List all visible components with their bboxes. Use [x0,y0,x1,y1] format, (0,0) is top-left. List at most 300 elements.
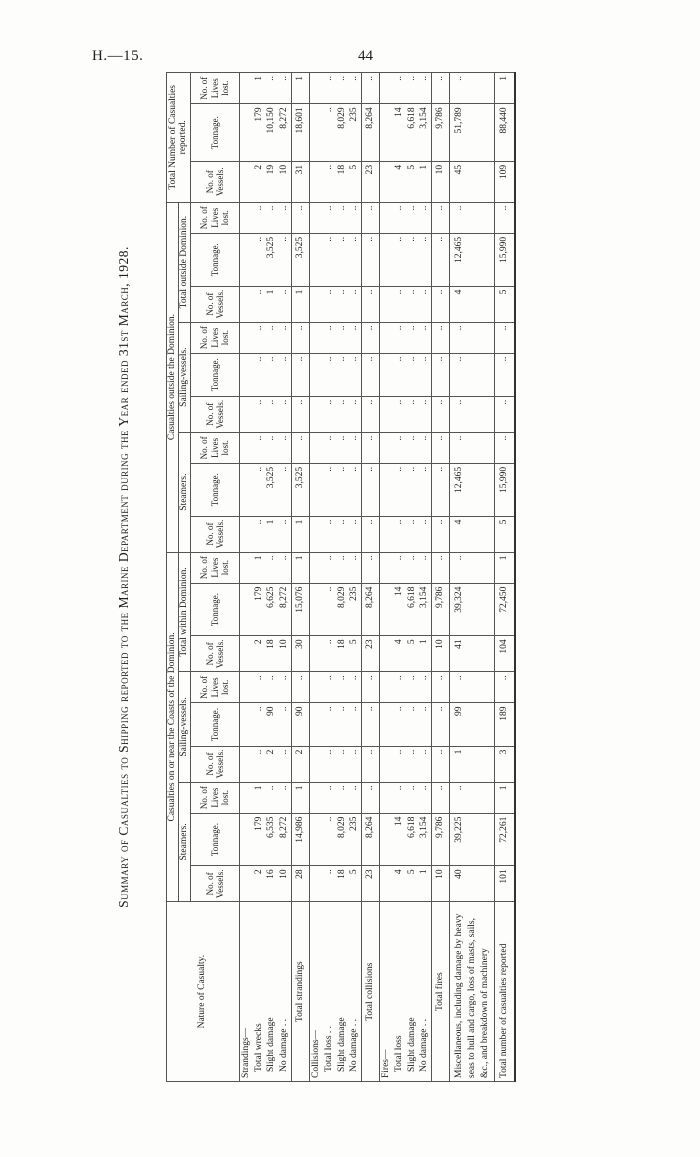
table-cell: 90 [292,703,310,746]
row-label-text: No damage . . [279,1018,290,1072]
table-cell: 1 [495,73,515,104]
col-header-lives: No. of Lives lost. [190,782,239,813]
table-row [362,73,380,1082]
table-cell: .. [278,286,291,322]
table-cell: 10,150 [265,104,278,162]
table-cell: 15,076 [292,583,310,636]
row-label [393,902,406,1082]
table-cell: .. [348,286,361,322]
table-cell: .. [432,746,450,782]
table-cell [239,104,252,162]
table-cell: 19 [265,161,278,202]
table-cell: 2 [253,636,266,672]
table-cell: 14,986 [292,813,310,866]
table-cell [309,432,322,463]
table-cell: 39,324 [450,583,495,636]
table-cell: .. [292,432,310,463]
table-cell: .. [253,202,266,233]
table-cell: .. [323,782,336,813]
col-header-tonnage: Tonnage. [190,233,239,286]
table-cell: 109 [495,161,515,202]
row-label-text: Total number of casualties reported [499,943,510,1078]
table-cell: .. [336,432,349,463]
table-cell: .. [362,286,380,322]
page-number: 44 [358,48,373,64]
table-cell: .. [450,202,495,233]
table-cell: .. [323,161,336,202]
total-outside-header: Total outside Dominion. [178,202,190,322]
table-cell: .. [393,322,406,353]
table-cell [309,396,322,432]
table-cell: .. [362,233,380,286]
table-cell [239,636,252,672]
table-cell: 2 [253,866,266,902]
table-cell: 235 [348,104,361,162]
col-header-tonnage: Tonnage. [190,703,239,746]
table-cell: 3,154 [418,104,431,162]
table-cell: .. [336,782,349,813]
table-cell: .. [418,516,431,552]
table-cell: .. [393,286,406,322]
table-cell: .. [278,202,291,233]
table-cell [239,161,252,202]
table-cell: .. [393,396,406,432]
row-label [278,902,291,1082]
table-cell: .. [336,202,349,233]
table-cell: .. [323,73,336,104]
col-header-vessels: No. of Vessels. [190,396,239,432]
table-cell [239,746,252,782]
table-cell: .. [278,353,291,396]
table-cell: .. [393,672,406,703]
table-cell: .. [406,782,419,813]
table-cell: .. [418,286,431,322]
table-cell: 14 [393,813,406,866]
table-cell: .. [432,703,450,746]
table-cell: 99 [450,703,495,746]
table-cell: .. [362,396,380,432]
table-cell: .. [432,286,450,322]
row-label-text: Strandings— [240,1027,251,1078]
table-cell: .. [362,202,380,233]
table-cell: .. [406,202,419,233]
table-cell: .. [265,322,278,353]
table-cell [379,583,392,636]
table-cell: .. [393,233,406,286]
table-cell [309,233,322,286]
row-label [239,902,252,1082]
table-cell: .. [406,552,419,583]
table-cell: .. [348,353,361,396]
table-cell: .. [265,782,278,813]
table-cell: .. [450,396,495,432]
table-cell: .. [323,202,336,233]
table-cell: 4 [393,866,406,902]
table-cell: .. [348,202,361,233]
table-cell: .. [348,703,361,746]
table-cell: .. [348,672,361,703]
table-cell: .. [278,322,291,353]
table-cell: 5 [406,161,419,202]
table-cell: .. [323,583,336,636]
table-cell: .. [393,782,406,813]
table-row [432,73,450,1082]
table-cell [239,583,252,636]
table-cell: .. [362,552,380,583]
table-cell: .. [265,552,278,583]
table-cell: 235 [348,813,361,866]
table-cell: 2 [265,746,278,782]
table-cell: .. [406,286,419,322]
table-cell: 3,525 [292,463,310,516]
table-cell [379,73,392,104]
row-label-text: Total strandings [295,961,306,1023]
table-cell: .. [362,463,380,516]
table-cell: 4 [393,636,406,672]
table-cell: .. [323,552,336,583]
table-cell: 8,029 [336,104,349,162]
table-cell: .. [393,463,406,516]
table-cell: .. [265,432,278,463]
col-header-lives: No. of Lives lost. [190,432,239,463]
row-label [495,902,515,1082]
table-cell: .. [450,552,495,583]
table-cell: .. [278,703,291,746]
coasts-sailing-header: Sailing-vessels. [178,672,190,782]
table-cell: .. [278,552,291,583]
table-cell: 5 [406,866,419,902]
table-cell: 10 [432,161,450,202]
table-cell: 1 [292,516,310,552]
table-cell: 16 [265,866,278,902]
table-cell: 28 [292,866,310,902]
table-cell: .. [265,202,278,233]
table-cell [239,286,252,322]
table-row [450,73,495,1082]
col-header-vessels: No. of Vessels. [190,866,239,902]
table-cell: .. [348,396,361,432]
table-cell: 10 [278,161,291,202]
table-cell: 1 [450,746,495,782]
table-cell: .. [406,73,419,104]
table-cell: .. [253,463,266,516]
table-cell: .. [432,782,450,813]
table-cell [379,866,392,902]
table-cell: .. [323,286,336,322]
table-cell: .. [418,552,431,583]
table-cell: .. [336,672,349,703]
table-cell: .. [362,516,380,552]
col-header-tonnage: Tonnage. [190,463,239,516]
table-cell: 9,786 [432,583,450,636]
table-cell [239,432,252,463]
table-cell [309,353,322,396]
table-cell [379,746,392,782]
table-cell: .. [336,353,349,396]
table-cell: .. [362,746,380,782]
table-cell: .. [336,322,349,353]
table-cell: 3,154 [418,813,431,866]
table-cell: 3,525 [265,463,278,516]
table-cell: .. [278,746,291,782]
table-cell [379,782,392,813]
table-cell: .. [495,322,515,353]
table-cell: .. [348,73,361,104]
table-cell: 1 [418,636,431,672]
table-cell: .. [495,432,515,463]
table-cell: 1 [253,73,266,104]
row-label [323,902,336,1082]
table-cell: .. [393,703,406,746]
table-cell: 1 [292,552,310,583]
col-header-tonnage: Tonnage. [190,813,239,866]
table-cell: 41 [450,636,495,672]
table-cell: .. [393,552,406,583]
table-cell: .. [278,672,291,703]
table-cell: .. [323,233,336,286]
table-cell: .. [292,396,310,432]
table-cell: 39,225 [450,813,495,866]
table-cell: 4 [450,516,495,552]
table-cell: .. [253,322,266,353]
row-label [292,902,310,1082]
row-label-text: Slight damage [266,1017,277,1072]
table-cell: .. [253,396,266,432]
table-row [336,73,349,1082]
table-cell: 12,465 [450,233,495,286]
table-cell [309,73,322,104]
table-cell: 6,535 [265,813,278,866]
table-cell: .. [406,233,419,286]
table-cell: .. [348,552,361,583]
table-cell: .. [323,516,336,552]
table-cell: .. [336,703,349,746]
table-cell: 1 [418,866,431,902]
table-cell: 5 [406,636,419,672]
row-label-text: Total collisions [365,962,376,1021]
table-row [348,73,361,1082]
table-cell: .. [495,396,515,432]
table-cell: .. [336,233,349,286]
table-cell: 1 [292,286,310,322]
table-cell: .. [278,396,291,432]
table-cell: 18 [336,161,349,202]
table-cell: .. [253,703,266,746]
col-header-vessels: No. of Vessels. [190,286,239,322]
table-cell: .. [393,202,406,233]
row-label [336,902,349,1082]
table-cell [309,672,322,703]
outside-steamers-header: Steamers. [178,432,190,552]
table-cell: 8,272 [278,583,291,636]
row-label [362,902,380,1082]
table-cell: .. [292,322,310,353]
table-cell: .. [265,396,278,432]
table-cell: .. [362,703,380,746]
table-cell: 23 [362,866,380,902]
table-cell: 10 [278,866,291,902]
table-cell: .. [323,396,336,432]
table-cell [239,813,252,866]
table-cell: .. [418,746,431,782]
table-cell: 2 [292,746,310,782]
table-cell: .. [432,516,450,552]
table-cell: 1 [418,161,431,202]
table-cell: .. [278,233,291,286]
table-cell: .. [348,233,361,286]
table-cell: .. [336,463,349,516]
table-cell: .. [432,73,450,104]
row-label [309,902,322,1082]
table-cell: 4 [393,161,406,202]
table-cell: .. [278,432,291,463]
table-row [292,73,310,1082]
table-cell: 31 [292,161,310,202]
table-cell: .. [336,73,349,104]
table-cell: .. [432,353,450,396]
table-cell: .. [278,782,291,813]
table-cell [379,813,392,866]
table-cell: .. [406,396,419,432]
table-cell: 15,990 [495,233,515,286]
table-cell: 3 [495,746,515,782]
table-cell: .. [418,463,431,516]
table-cell [379,516,392,552]
table-cell: .. [432,396,450,432]
col-header-lives: No. of Lives lost. [190,672,239,703]
table-cell: 235 [348,583,361,636]
table-cell: .. [450,672,495,703]
col-header-vessels: No. of Vessels. [190,161,239,202]
col-header-tonnage: Tonnage. [190,104,239,162]
table-row [379,73,392,1082]
table-row [278,73,291,1082]
table-cell: .. [432,432,450,463]
table-cell: .. [253,233,266,286]
table-cell [379,322,392,353]
table-cell: 10 [432,636,450,672]
col-header-tonnage: Tonnage. [190,353,239,396]
table-cell [379,432,392,463]
table-cell: .. [432,463,450,516]
table-cell: .. [348,322,361,353]
row-label-text: Slight damage [336,1017,347,1072]
table-cell: .. [323,353,336,396]
table-cell: .. [323,322,336,353]
table-cell: 1 [265,516,278,552]
table-cell: 5 [348,866,361,902]
table-cell: .. [323,813,336,866]
table-cell: 90 [265,703,278,746]
col-header-tonnage: Tonnage. [190,583,239,636]
table-cell: .. [323,866,336,902]
table-cell: .. [393,516,406,552]
col-header-lives: No. of Lives lost. [190,552,239,583]
table-cell: .. [323,432,336,463]
table-cell: 14 [393,104,406,162]
table-row [309,73,322,1082]
table-cell: .. [495,202,515,233]
table-cell: 8,264 [362,813,380,866]
table-cell: 10 [278,636,291,672]
table-cell: 8,264 [362,104,380,162]
table-cell: 5 [348,636,361,672]
table-cell: 5 [495,286,515,322]
row-label-text: Slight damage [406,1017,417,1072]
table-row [265,73,278,1082]
table-cell: .. [450,782,495,813]
row-label [379,902,392,1082]
table-cell [309,552,322,583]
table-cell [309,782,322,813]
table-cell: .. [418,396,431,432]
table-cell: .. [432,672,450,703]
table-cell: 23 [362,636,380,672]
table-cell: 18 [336,636,349,672]
page-header-reference: H.—15. [92,48,144,64]
col-header-lives: No. of Lives lost. [190,73,239,104]
table-cell: 72,261 [495,813,515,866]
table-cell [239,866,252,902]
table-cell: 1 [265,286,278,322]
table-cell: 8,029 [336,813,349,866]
table-cell: 15,990 [495,463,515,516]
table-cell: 72,450 [495,583,515,636]
table-cell: .. [292,202,310,233]
table-cell [309,161,322,202]
table-cell [379,396,392,432]
table-cell: .. [336,516,349,552]
row-label [253,902,266,1082]
table-cell: 51,789 [450,104,495,162]
table-cell: .. [418,202,431,233]
table-cell: .. [418,703,431,746]
table-cell: 104 [495,636,515,672]
table-cell: .. [418,432,431,463]
row-label-text: No damage . . [419,1018,430,1072]
table-cell: .. [323,104,336,162]
table-row [323,73,336,1082]
table-cell: .. [253,672,266,703]
table-cell: 88,440 [495,104,515,162]
table-cell [309,813,322,866]
table-cell: .. [265,353,278,396]
table-cell [379,552,392,583]
table-cell [379,202,392,233]
table-cell: 189 [495,703,515,746]
row-label-text: Total wrecks [253,1023,264,1072]
table-title-text: Summary of Casualties to Shipping reported to the Marine Department during the Year ended 31st March, 1928. [116,246,131,908]
table-cell: .. [406,672,419,703]
col-header-lives: No. of Lives lost. [190,322,239,353]
row-label [418,902,431,1082]
row-label [432,902,450,1082]
table-cell: .. [323,636,336,672]
rotated-table-page [110,72,580,1082]
row-label-text: Collisions— [310,1029,321,1078]
row-label-text: Total fires [435,972,446,1011]
table-cell [379,672,392,703]
table-cell: .. [450,322,495,353]
table-cell [309,516,322,552]
table-row [393,73,406,1082]
table-cell [379,104,392,162]
table-cell: .. [323,672,336,703]
table-cell: .. [292,672,310,703]
table-cell [239,703,252,746]
table-cell [239,73,252,104]
col-header-vessels: No. of Vessels. [190,636,239,672]
